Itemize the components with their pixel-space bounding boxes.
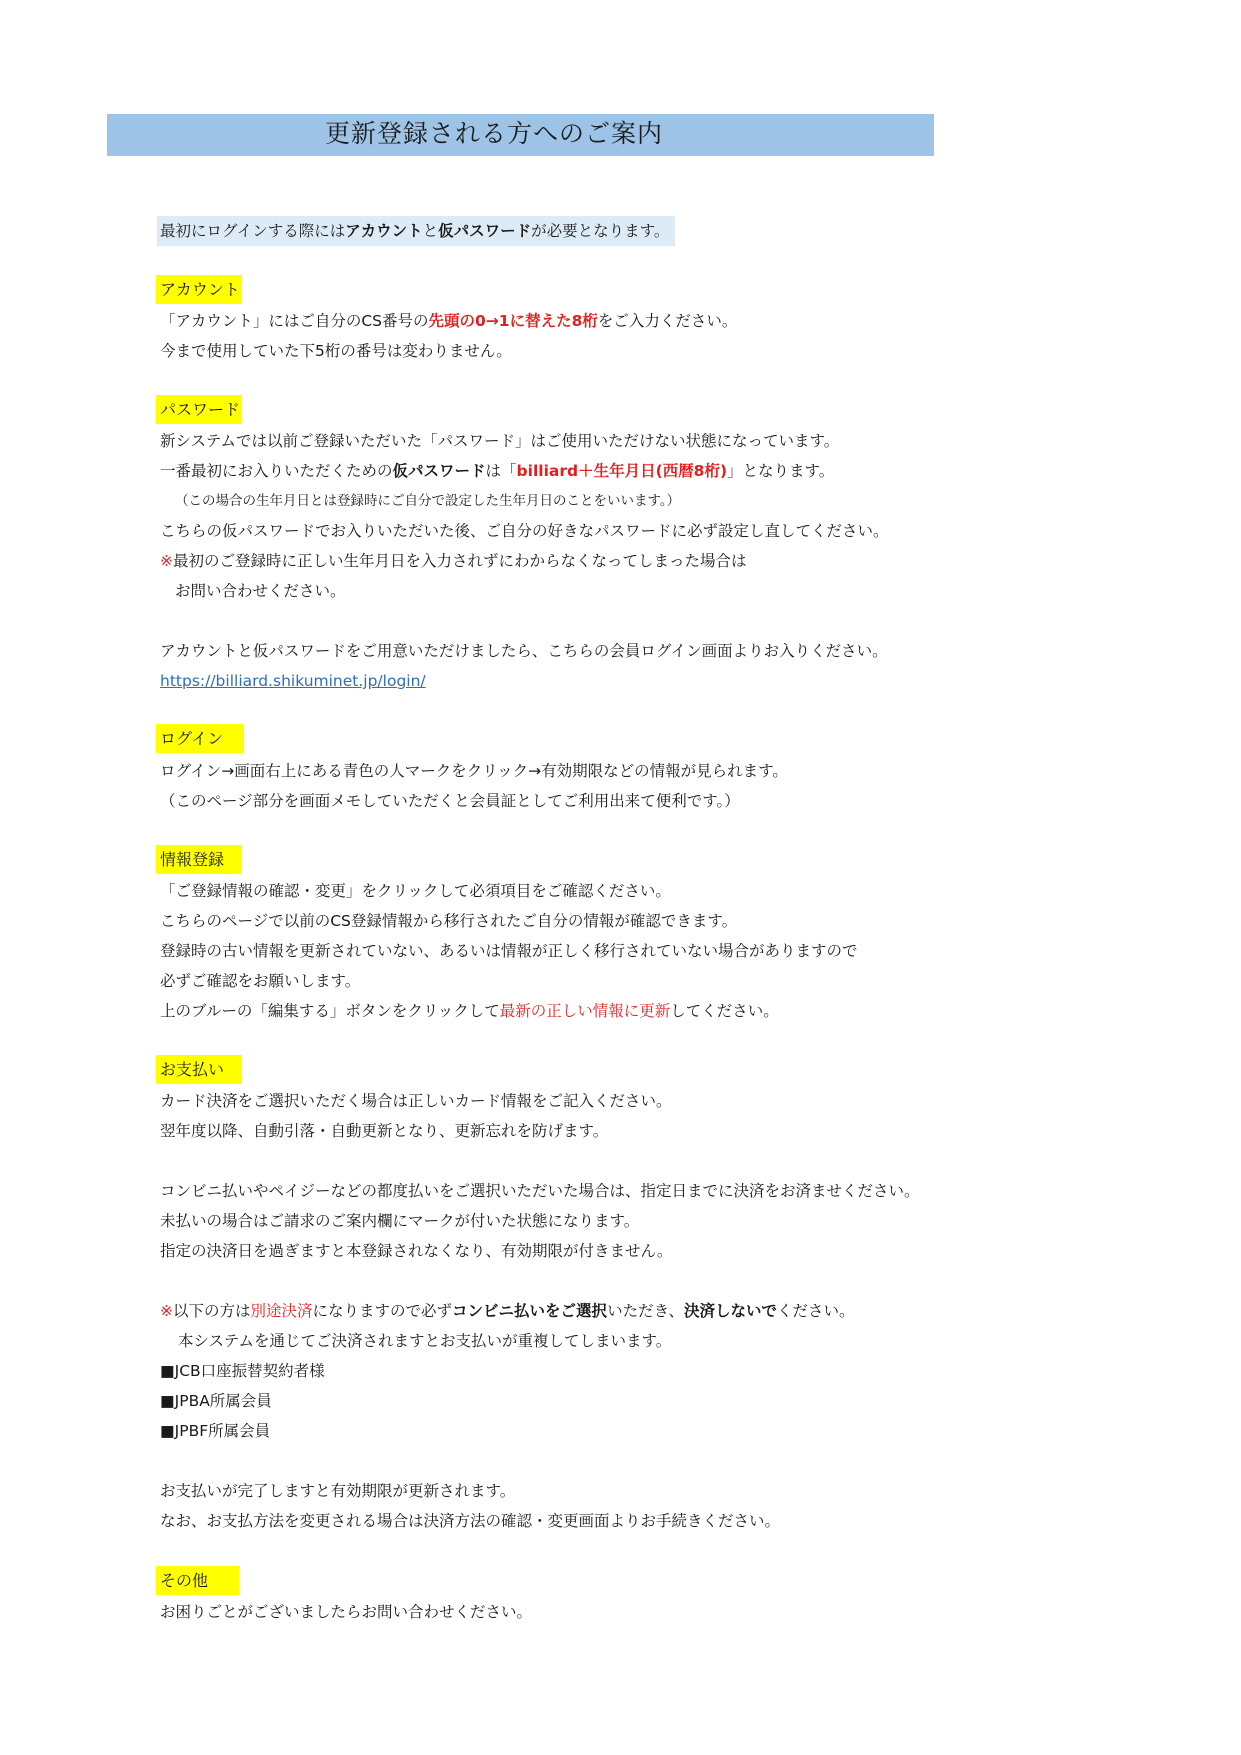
password-line-4: こちらの仮パスワードでお入りいただいた後、ご自分の好きなパスワードに必ず設定し直してください。 [160,522,889,540]
payment-line-3: コンビニ払いやペイジーなどの都度払いをご選択いただいた場合は、指定日までに決済をお済ませください。 [160,1182,920,1200]
login-line-1: ログイン→画面右上にある青色の人マークをクリック→有効期限などの情報が見られます。 [160,762,788,780]
password-note: （この場合の生年月日とは登録時にご自分で設定した生年月日のことをいいます。） [175,493,681,509]
password-line-6: お問い合わせください。 [175,582,346,600]
list-item: ■JCB口座振替契約者様 [160,1362,325,1380]
payment-line-6: お支払いが完了しますと有効期限が更新されます。 [160,1482,516,1500]
payment-line-5: 指定の決済日を過ぎますと本登録されなくなり、有効期限が付きません。 [160,1242,673,1260]
account-line-1: 「アカウント」にはご自分のCS番号の先頭の0→1に替えた8桁をご入力ください。 [160,312,738,330]
page-title: 更新登録される方へのご案内 [325,119,664,148]
payment-notice: ※以下の方は別途決済になりますので必ずコンビニ払いをご選択いただき、決済しないでください。 [160,1302,855,1320]
list-item: ■JPBA所属会員 [160,1392,272,1410]
heading-info: 情報登録 [156,845,242,874]
heading-other: その他 [156,1566,239,1595]
payment-line-4: 未払いの場合はご請求のご案内欄にマークが付いた状態になります。 [160,1212,640,1230]
heading-login: ログイン [156,724,244,753]
info-line-2: こちらのページで以前のCS登録情報から移行されたご自分の情報が確認できます。 [160,912,738,930]
payment-notice-2: 本システムを通じてご決済されますとお支払いが重複してしまいます。 [178,1332,672,1350]
login-line-2: （このページ部分を画面メモしていただくと会員証としてご利用出来て便利です。） [160,792,740,810]
info-line-1: 「ご登録情報の確認・変更」をクリックして必須項目をご確認ください。 [160,882,671,900]
payment-line-2: 翌年度以降、自動引落・自動更新となり、更新忘れを防げます。 [160,1122,609,1140]
heading-account: アカウント [156,275,242,304]
intro-text: 最初にログインする際にはアカウントと仮パスワードが必要となります。 [160,222,670,240]
payment-line-1: カード決済をご選択いただく場合は正しいカード情報をご記入ください。 [160,1092,672,1110]
payment-line-7: なお、お支払方法を変更される場合は決済方法の確認・変更画面よりお手続きください。 [160,1512,781,1530]
password-line-2: 一番最初にお入りいただくための仮パスワードは「billiard＋生年月日(西暦8桁)」となります。 [160,462,835,480]
list-item: ■JPBF所属会員 [160,1422,271,1440]
info-line-3: 登録時の古い情報を更新されていない、あるいは情報が正しく移行されていない場合がありますので [160,942,858,960]
password-line-1: 新システムでは以前ご登録いただいた「パスワード」はご使用いただけない状態になっています。 [160,432,840,450]
info-line-4: 必ずご確認をお願いします。 [160,972,361,990]
heading-password: パスワード [156,395,242,424]
login-url-link[interactable]: https://billiard.shikuminet.jp/login/ [160,672,426,690]
info-line-5: 上のブルーの「編集する」ボタンをクリックして最新の正しい情報に更新してください。 [160,1002,779,1020]
access-line: アカウントと仮パスワードをご用意いただけましたら、こちらの会員ログイン画面よりお入りください。 [160,642,888,660]
heading-payment: お支払い [156,1055,242,1084]
password-warning: ※最初のご登録時に正しい生年月日を入力されずにわからなくなってしまった場合は [160,552,747,570]
account-line-2: 今まで使用していた下5桁の番号は変わりません。 [160,342,512,360]
other-line-1: お困りごとがございましたらお問い合わせください。 [160,1603,533,1621]
